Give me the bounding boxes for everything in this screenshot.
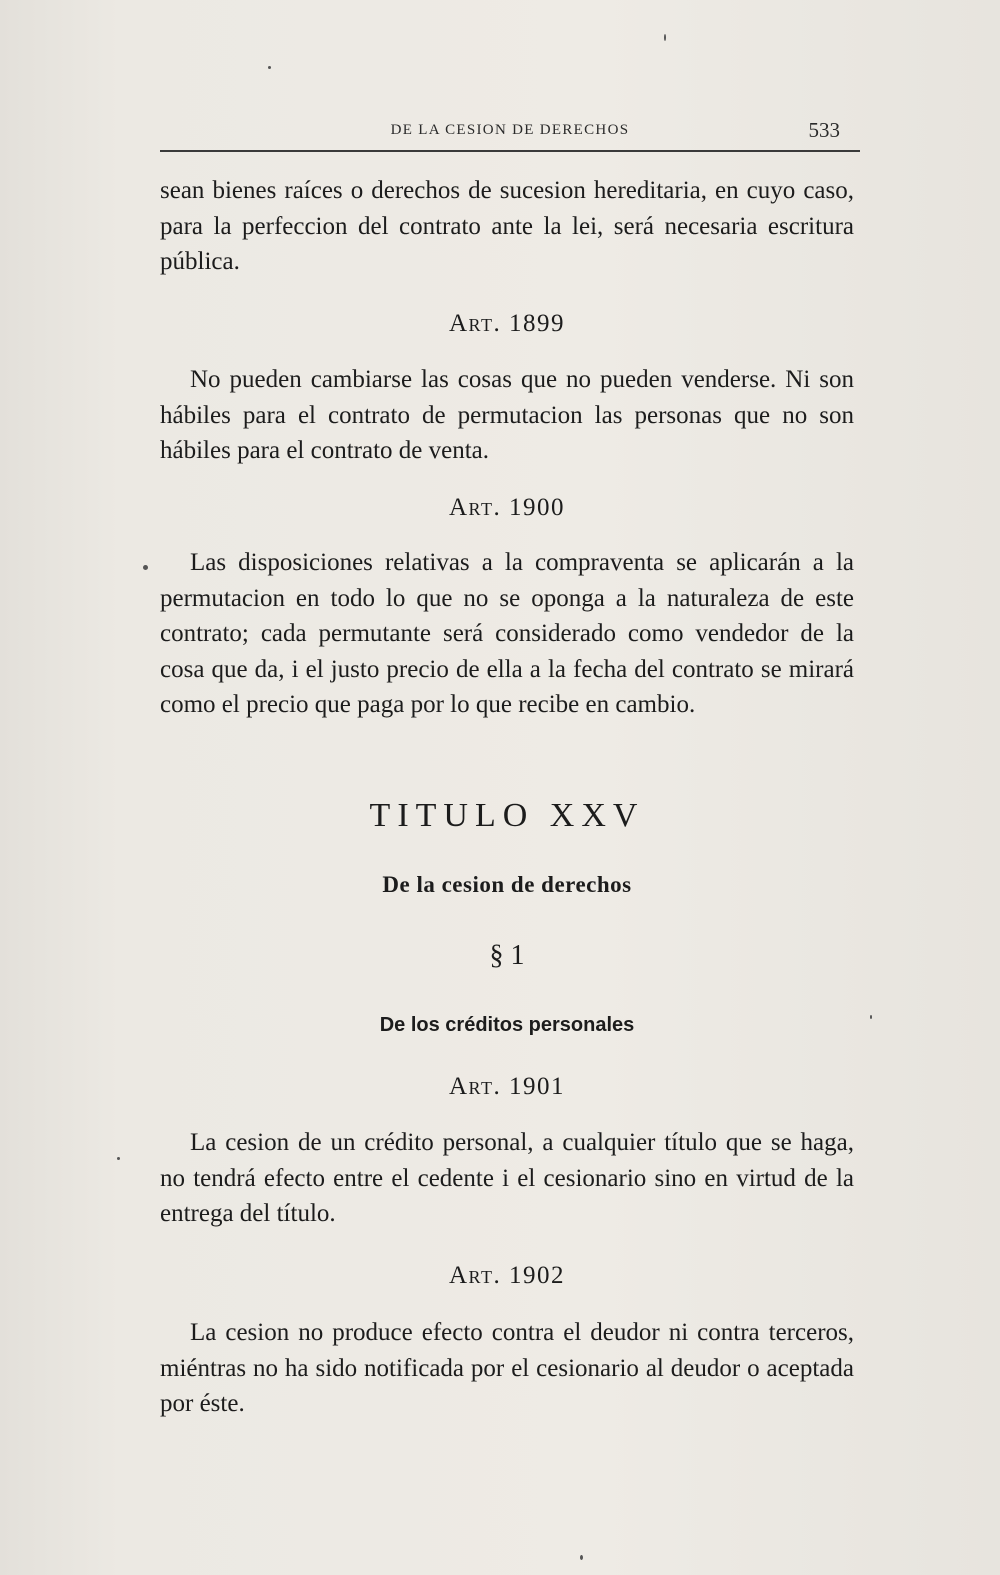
page-number: 533 [808, 118, 840, 142]
paragraph-article-1902: La cesion no produce efecto contra el deudor ni contra terceros, miéntras no ha sido notificada por el cesionario al deudor o aceptada por éste. [160, 1319, 854, 1417]
header-rule [160, 150, 860, 152]
section-number: § 1 [489, 940, 525, 971]
article-heading-1900: Art. 1900 [449, 494, 565, 521]
page-header [160, 118, 860, 158]
paragraph-article-1900: Las disposiciones relativas a la compraventa se aplicarán a la permutacion en todo lo que no se oponga a la naturaleza de este contrato; cada permutante será considerado como vendedor de la cosa que da, i el justo precio de ella a la fecha del contrato se mirará como el precio que paga por lo que recibe en cambio. [160, 549, 854, 718]
ink-speck [117, 1157, 120, 1160]
article-heading-1899: Art. 1899 [449, 310, 565, 337]
article-heading-1902: Art. 1902 [449, 1262, 565, 1289]
paragraph-article-1901: La cesion de un crédito personal, a cualquier título que se haga, no tendrá efecto entre el cedente i el cesionario sino en virtud de la entrega del título. [160, 1129, 854, 1227]
article-heading-1901: Art. 1901 [449, 1073, 565, 1100]
ink-speck [580, 1555, 583, 1560]
ink-speck [268, 66, 271, 69]
paragraph-continuation: sean bienes raíces o derechos de sucesion hereditaria, en cuyo caso, para la perfeccion del contrato ante la lei, será necesaria escritura pública. [160, 177, 854, 275]
section-title: De los créditos personales [379, 1014, 635, 1036]
titulo-subtitle: De la cesion de derechos [382, 872, 632, 897]
ink-speck [870, 1015, 872, 1019]
paragraph-article-1899: No pueden cambiarse las cosas que no pueden venderse. Ni son hábiles para el contrato de permutacion las personas que no son hábiles para el contrato de venta. [160, 366, 854, 464]
titulo-heading: TITULO XXV [369, 797, 645, 834]
ink-speck [664, 34, 666, 41]
running-head: DE LA CESION DE DERECHOS [390, 122, 630, 138]
ink-speck [143, 565, 148, 570]
